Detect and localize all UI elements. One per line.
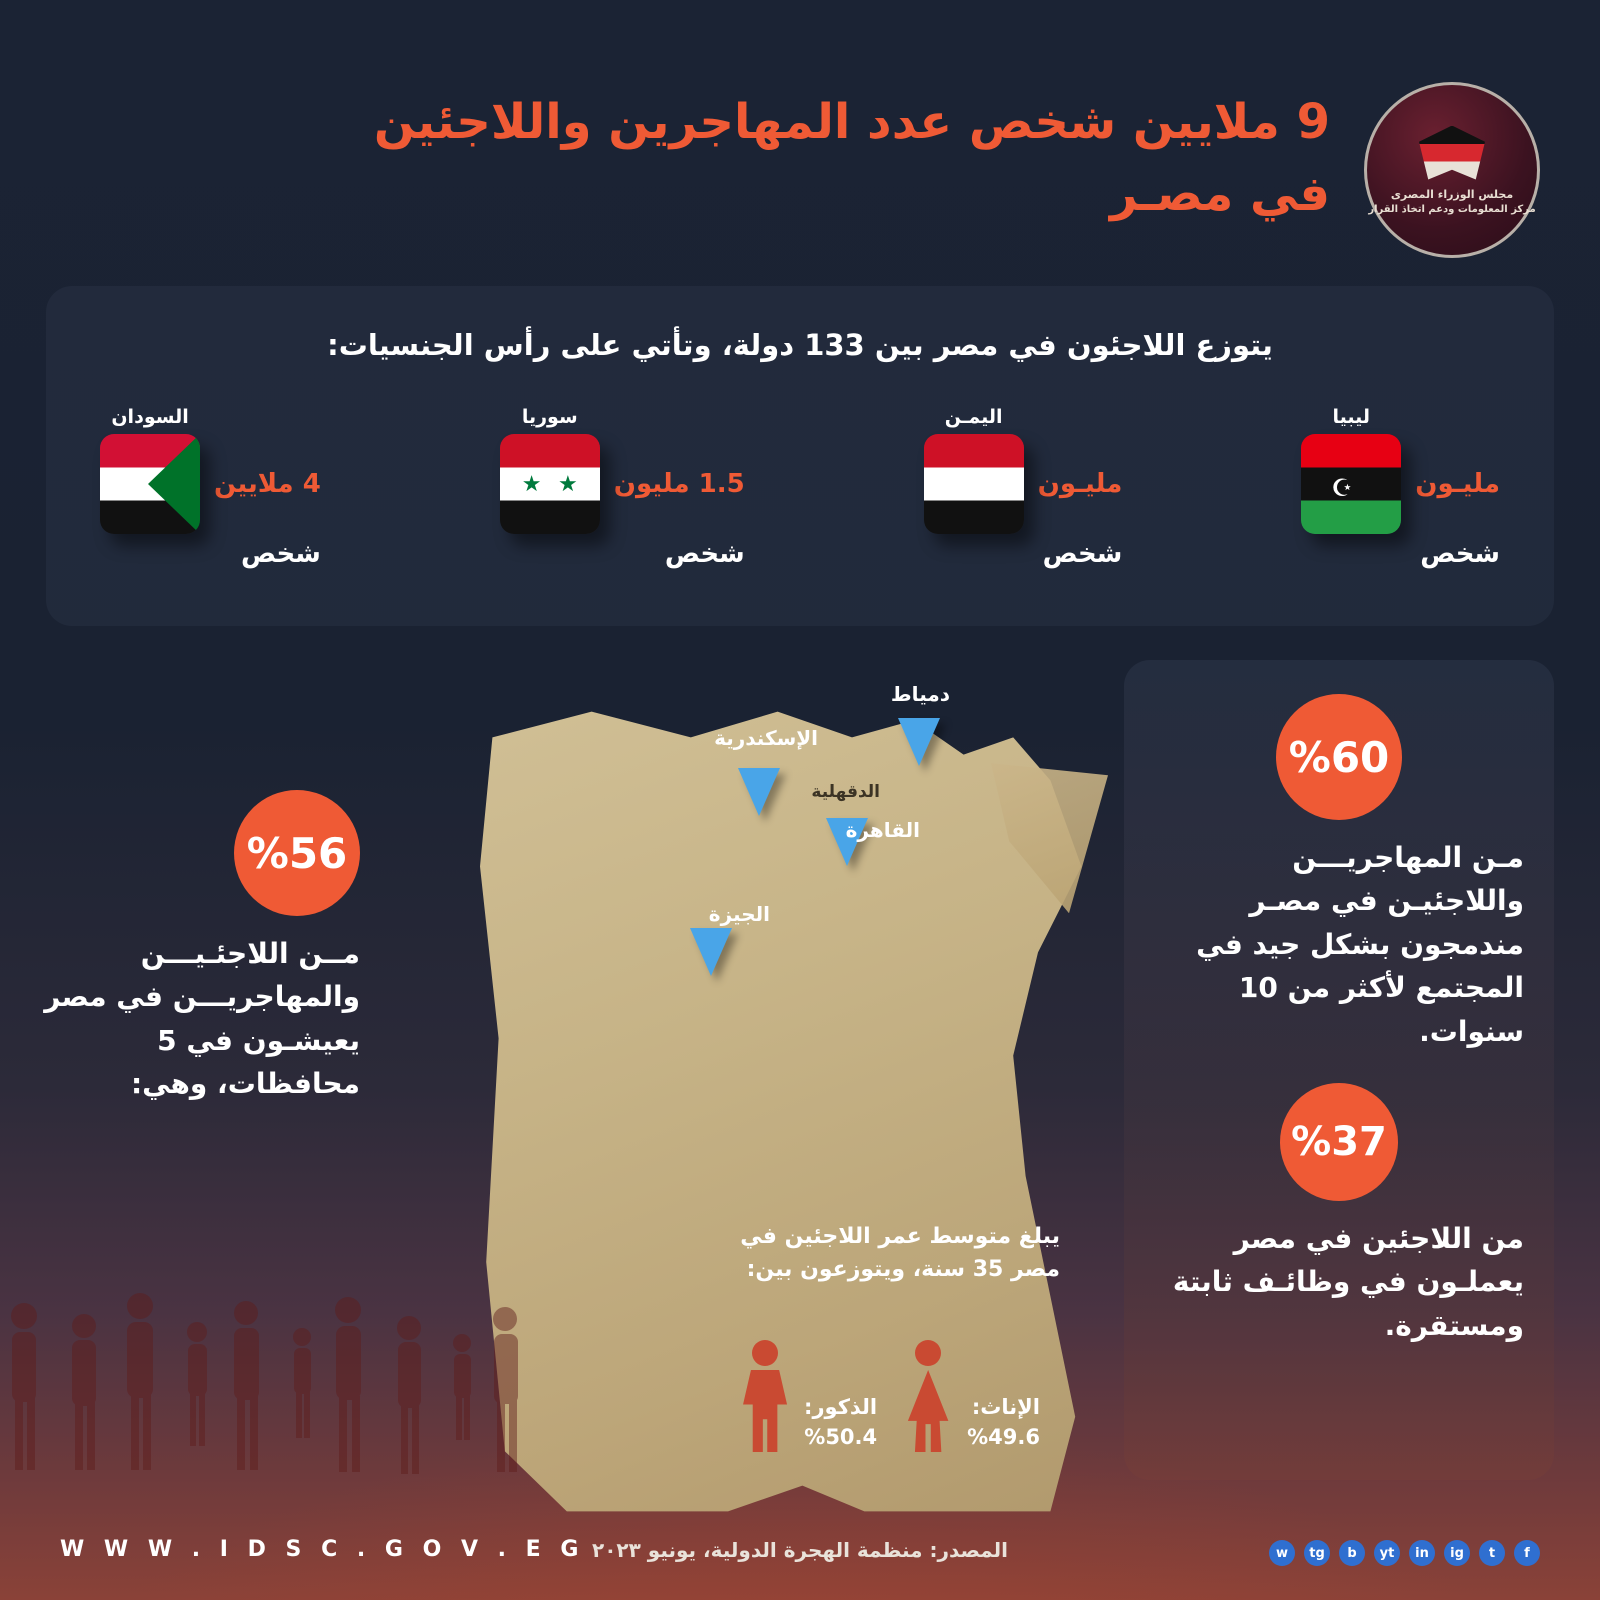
left-stats-card	[1124, 660, 1554, 1480]
nationality-item-yemen	[924, 406, 1123, 572]
youtube-icon[interactable]: yt	[1374, 1540, 1400, 1566]
right-stat-block	[40, 790, 360, 1106]
logo-line1: مجلس الوزراء المصرى	[1390, 187, 1514, 201]
nationality-item-libya	[1301, 406, 1500, 572]
gender-male	[736, 1340, 877, 1452]
yemen-flag-icon	[924, 434, 1024, 534]
stat-text-60: مـن المهاجريـــن واللاجئيـن في مصـر مندمجون بشكل جيد في المجتمع لأكثر من 10 سنوات.	[1196, 841, 1524, 1048]
libya-flag-icon: ☪	[1301, 434, 1401, 534]
nationality-name-sudan: السودان	[111, 406, 189, 428]
stat-badge-56: %56	[234, 790, 360, 916]
map-pin-label-giza: الجيزة	[708, 902, 770, 926]
nationalities-lead-text: يتوزع اللاجئون في مصر بين 133 دولة، وتأتي على رأس الجنسيات:	[327, 328, 1273, 362]
sudan-flag-icon	[100, 434, 200, 534]
eagle-emblem-icon	[1419, 126, 1485, 180]
stat-badge-60: %60	[1276, 694, 1402, 820]
gender-distribution	[710, 1340, 1040, 1452]
instagram-icon[interactable]: ig	[1444, 1540, 1470, 1566]
map-pin-label-damietta: دمياط	[890, 682, 950, 706]
female-figure-icon	[899, 1340, 957, 1452]
gender-female	[899, 1340, 1040, 1452]
nationality-count-yemen: مليـون شخص	[1037, 469, 1123, 570]
whatsapp-icon[interactable]: w	[1269, 1540, 1295, 1566]
gender-male-text: الذكور: %50.4	[804, 1395, 878, 1449]
nationality-count-syria: 1.5 مليون شخص	[613, 469, 745, 570]
nationalities-panel	[46, 286, 1554, 626]
source-note: المصدر: منظمة الهجرة الدولية، يونيو ٢٠٢٣	[592, 1538, 1008, 1562]
map-pin-damietta[interactable]	[898, 718, 940, 766]
organization-logo	[1364, 82, 1540, 258]
nationality-item-syria	[500, 406, 745, 572]
footer	[60, 1518, 1540, 1566]
nationality-count-sudan: 4 ملايين شخص	[214, 469, 321, 570]
nationality-name-libya: ليبيا	[1332, 406, 1371, 428]
map-pin-label-alexandria: الإسكندرية	[714, 726, 818, 750]
map-pin-alexandria[interactable]	[738, 768, 780, 816]
gender-female-text: الإناث: %49.6	[967, 1395, 1040, 1449]
syria-flag-icon: ★ ★	[500, 434, 600, 534]
nationality-name-yemen: اليمـن	[944, 406, 1003, 428]
nationality-name-syria: سوريا	[521, 406, 578, 428]
website-url[interactable]: W W W . I D S C . G O V . E G	[60, 1537, 585, 1562]
map-pin-label-dakahlia: الدقهلية	[811, 782, 880, 802]
page-title	[60, 86, 1330, 230]
egypt-map	[480, 660, 1100, 1520]
stat-text-37: من اللاجئين في مصر يعملـون في وظائـف ثابتة ومستقرة.	[1172, 1221, 1524, 1342]
blog-icon[interactable]: b	[1339, 1540, 1365, 1566]
stat-badge-37: %37	[1280, 1083, 1398, 1201]
page-title-line1: 9 ملايين شخص عدد المهاجرين واللاجئين	[373, 94, 1330, 150]
nationalities-list	[76, 406, 1524, 572]
logo-line2: مركز المعلومات ودعم اتخاذ القرار	[1368, 203, 1536, 215]
male-figure-icon	[736, 1340, 794, 1452]
telegram-icon[interactable]: tg	[1304, 1540, 1330, 1566]
social-links	[1269, 1540, 1540, 1566]
header	[60, 40, 1540, 250]
nationality-item-sudan	[100, 406, 321, 572]
page-title-line2: في مصـر	[1110, 166, 1330, 222]
nationality-count-libya: مليـون شخص	[1415, 469, 1500, 570]
facebook-icon[interactable]: f	[1514, 1540, 1540, 1566]
linkedin-icon[interactable]: in	[1409, 1540, 1435, 1566]
twitter-icon[interactable]: t	[1479, 1540, 1505, 1566]
stat-text-56: مــن اللاجئـيـــن والمهاجريـــن في مصر يعيشـون في 5 محافظات، وهي:	[44, 937, 360, 1101]
map-pin-label-cairo: القاهرة	[845, 818, 920, 842]
migrants-crowd-silhouette-icon	[0, 1262, 560, 1482]
map-pin-giza[interactable]	[690, 928, 732, 976]
average-age-note: يبلغ متوسط عمر اللاجئين في مصر 35 سنة، ويتوزعون بين:	[740, 1224, 1060, 1282]
